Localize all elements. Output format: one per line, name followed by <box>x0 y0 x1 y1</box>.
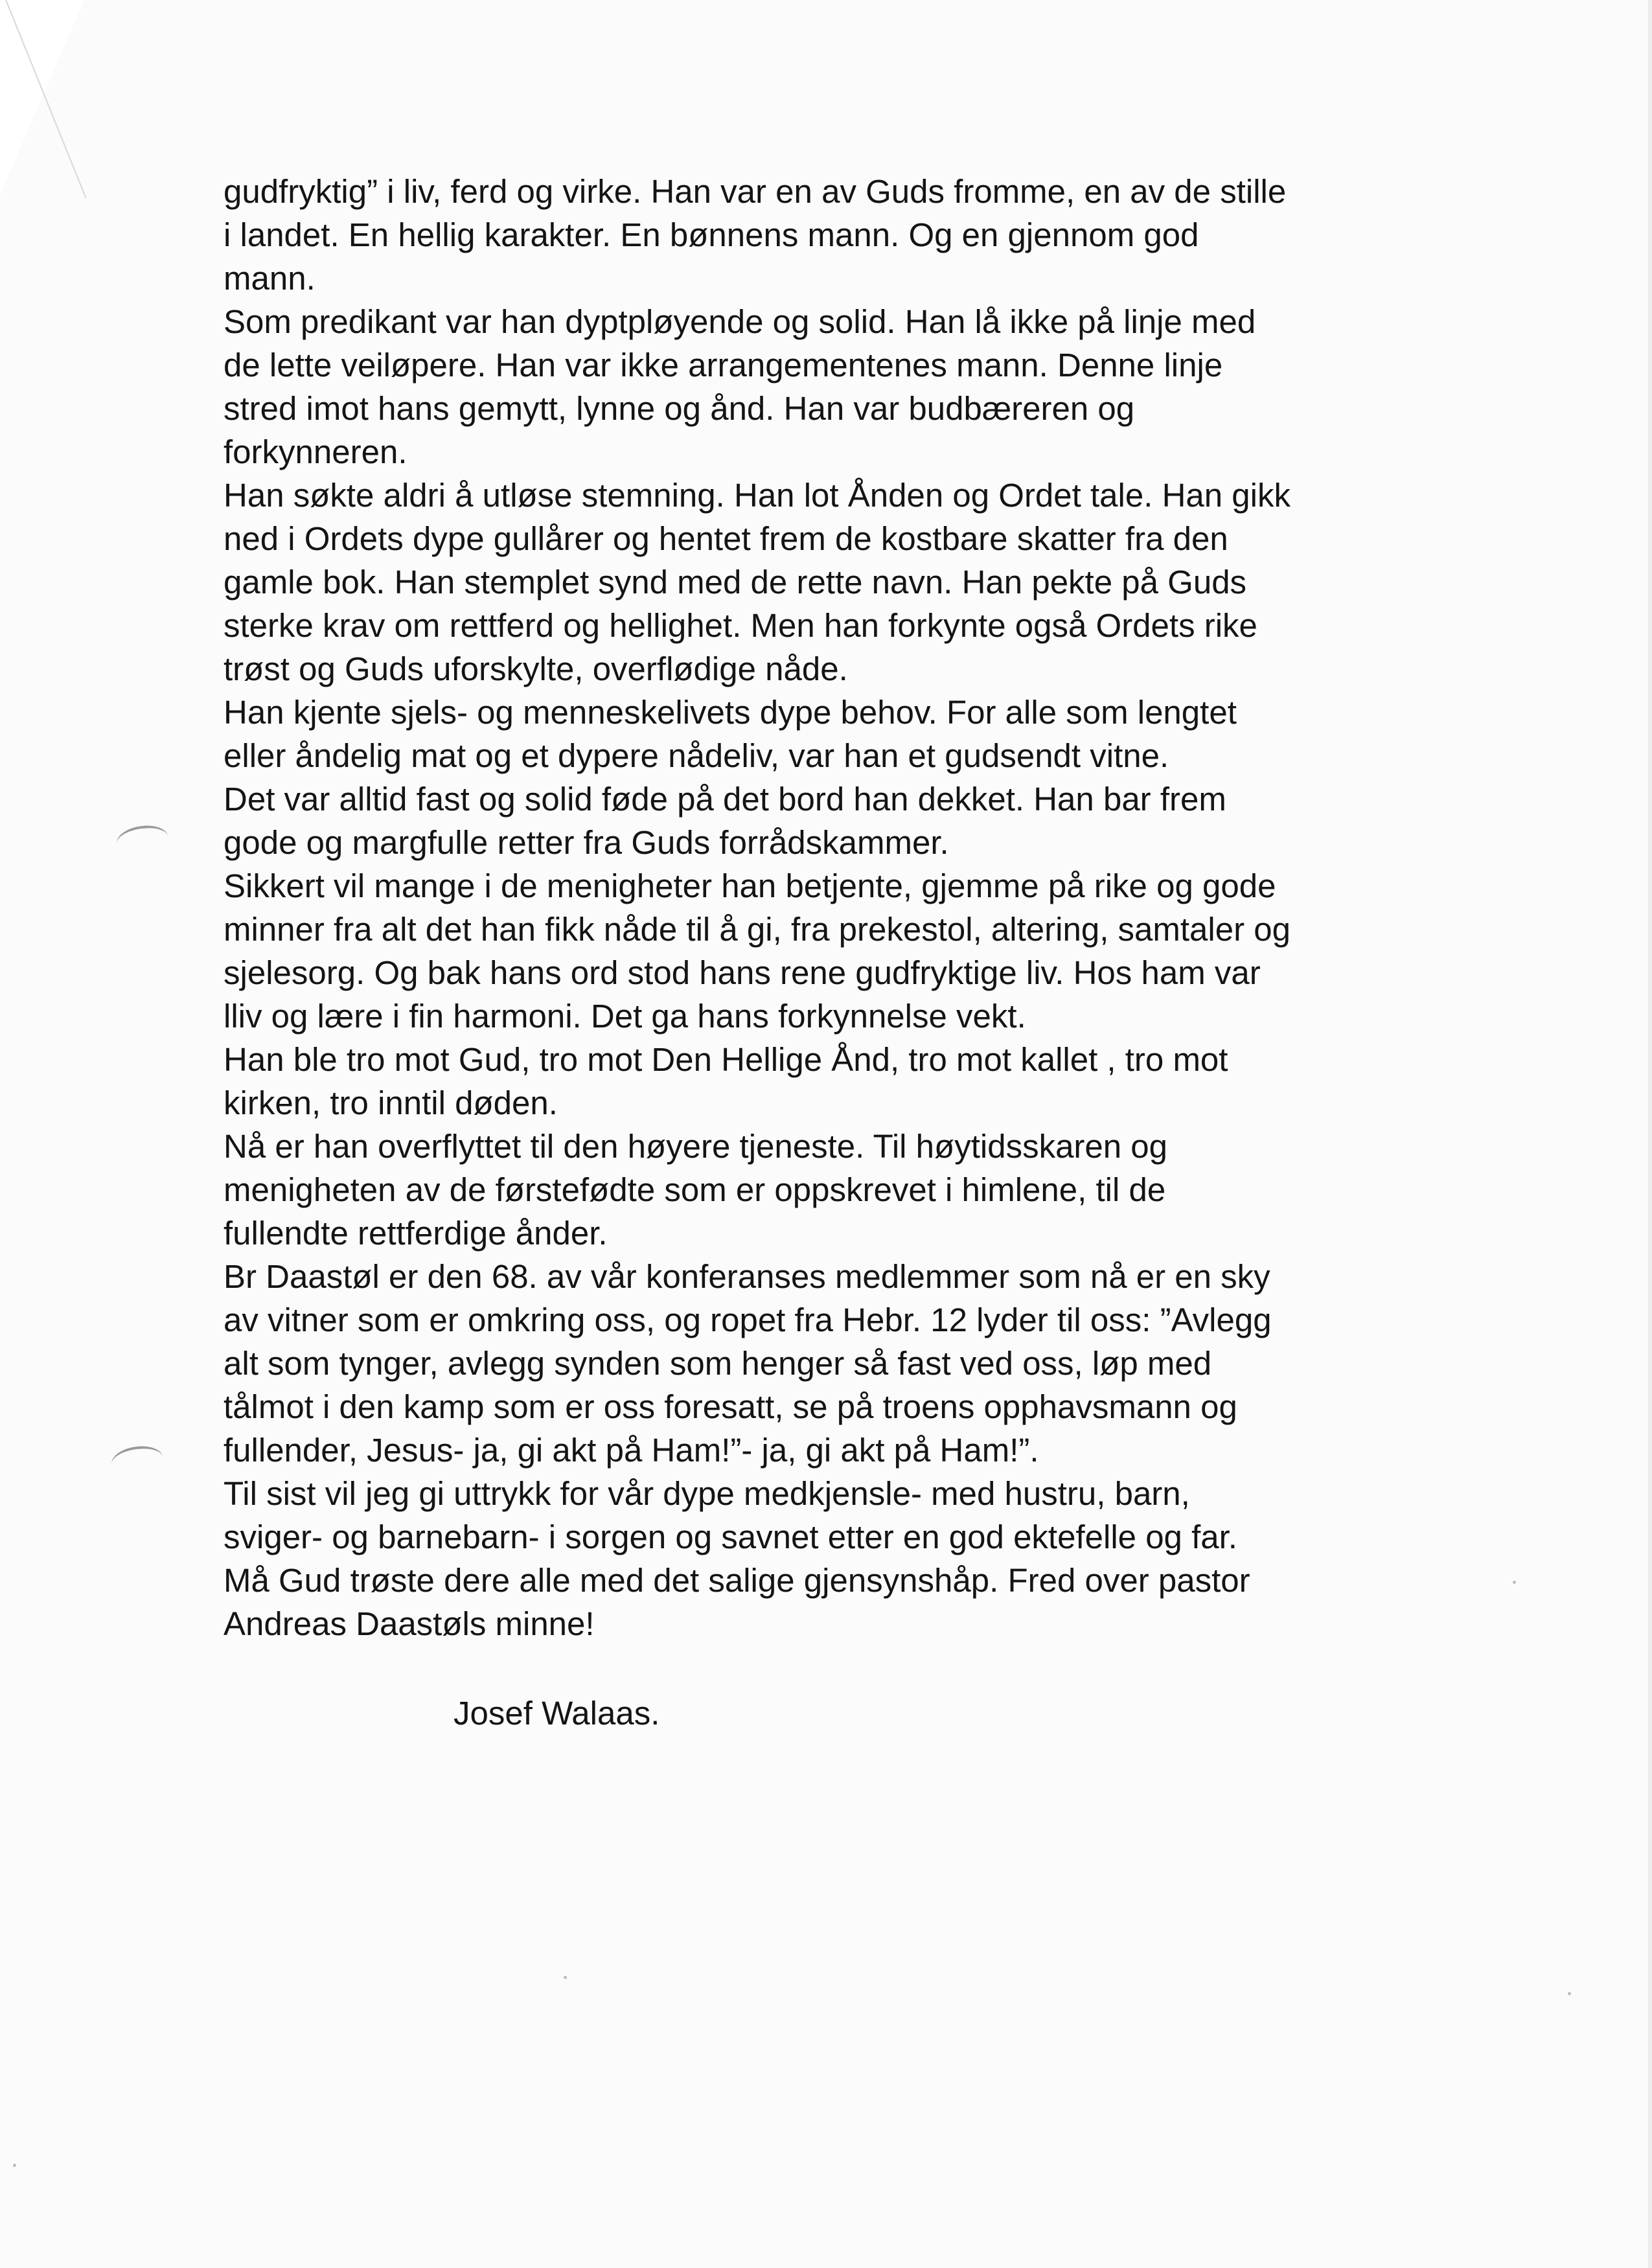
scan-speck <box>1568 1992 1571 1995</box>
document-body <box>224 170 1467 1645</box>
scan-speck <box>564 1976 567 1979</box>
text-line: alt som tynger, avlegg synden som henger så fast ved oss, løp med <box>224 1345 1212 1382</box>
text-line: gode og margfulle retter fra Guds forrådskammer. <box>224 824 949 861</box>
punch-hole-mark <box>109 1443 165 1479</box>
text-line: Sikkert vil mange i de menigheter han betjente, gjemme på rike og gode <box>224 867 1276 904</box>
text-line: de lette veiløpere. Han var ikke arrangementenes mann. Denne linje <box>224 347 1223 384</box>
text-line: menigheten av de førstefødte som er oppskrevet i himlene, til de <box>224 1171 1166 1208</box>
text-line: trøst og Guds uforskylte, overflødige nåde. <box>224 650 848 687</box>
text-line: Han søkte aldri å utløse stemning. Han lot Ånden og Ordet tale. Han gikk <box>224 477 1291 514</box>
text-line: tålmot i den kamp som er oss foresatt, se på troens opphavsmann og <box>224 1388 1237 1425</box>
punch-hole-mark <box>115 823 170 858</box>
text-line: Andreas Daastøls minne! <box>224 1605 595 1642</box>
text-line: fullendte rettferdige ånder. <box>224 1215 608 1252</box>
text-line: Nå er han overflyttet til den høyere tjeneste. Til høytidsskaren og <box>224 1128 1168 1165</box>
text-line: fullender, Jesus- ja, gi akt på Ham!”- ja, gi akt på Ham!”. <box>224 1432 1039 1469</box>
text-line: Det var alltid fast og solid føde på det bord han dekket. Han bar frem <box>224 781 1226 818</box>
text-line: eller åndelig mat og et dypere nådeliv, var han et gudsendt vitne. <box>224 737 1169 774</box>
text-line: mann. <box>224 260 315 297</box>
text-line: gamle bok. Han stemplet synd med de rette navn. Han pekte på Guds <box>224 564 1247 601</box>
scan-speck <box>1513 1581 1516 1584</box>
text-line: sviger- og barnebarn- i sorgen og savnet etter en god ektefelle og far. <box>224 1518 1237 1555</box>
text-line: minner fra alt det han fikk nåde til å gi, fra prekestol, altering, samtaler og <box>224 911 1291 948</box>
text-line: Han ble tro mot Gud, tro mot Den Hellige Ånd, tro mot kallet , tro mot <box>224 1041 1228 1078</box>
text-line: i landet. En hellig karakter. En bønnens mann. Og en gjennom god <box>224 216 1199 253</box>
text-line: sterke krav om rettferd og hellighet. Men han forkynte også Ordets rike <box>224 607 1257 644</box>
text-line: lliv og lære i fin harmoni. Det ga hans forkynnelse vekt. <box>224 998 1026 1035</box>
text-line: Til sist vil jeg gi uttrykk for vår dype medkjensle- med hustru, barn, <box>224 1475 1190 1512</box>
signature: Josef Walaas. <box>453 1695 660 1732</box>
text-line: stred imot hans gemytt, lynne og ånd. Han var budbæreren og <box>224 390 1135 427</box>
text-line: Br Daastøl er den 68. av vår konferanses medlemmer som nå er en sky <box>224 1258 1270 1295</box>
page-edge <box>1648 0 1652 2268</box>
text-line: ned i Ordets dype gullårer og hentet frem de kostbare skatter fra den <box>224 520 1228 557</box>
text-line: kirken, tro inntil døden. <box>224 1084 558 1121</box>
text-line: Må Gud trøste dere alle med det salige gjensynshåp. Fred over pastor <box>224 1562 1250 1599</box>
text-line: Han kjente sjels- og menneskelivets dype behov. For alle som lengtet <box>224 694 1237 731</box>
text-line: gudfryktig” i liv, ferd og virke. Han var en av Guds fromme, en av de stille <box>224 173 1287 210</box>
text-line: av vitner som er omkring oss, og ropet fra Hebr. 12 lyder til oss: ”Avlegg <box>224 1301 1272 1338</box>
text-line: sjelesorg. Og bak hans ord stod hans rene gudfryktige liv. Hos ham var <box>224 954 1261 991</box>
scan-speck <box>13 2164 16 2167</box>
text-line: forkynneren. <box>224 433 407 470</box>
text-line: Som predikant var han dyptpløyende og solid. Han lå ikke på linje med <box>224 303 1256 340</box>
